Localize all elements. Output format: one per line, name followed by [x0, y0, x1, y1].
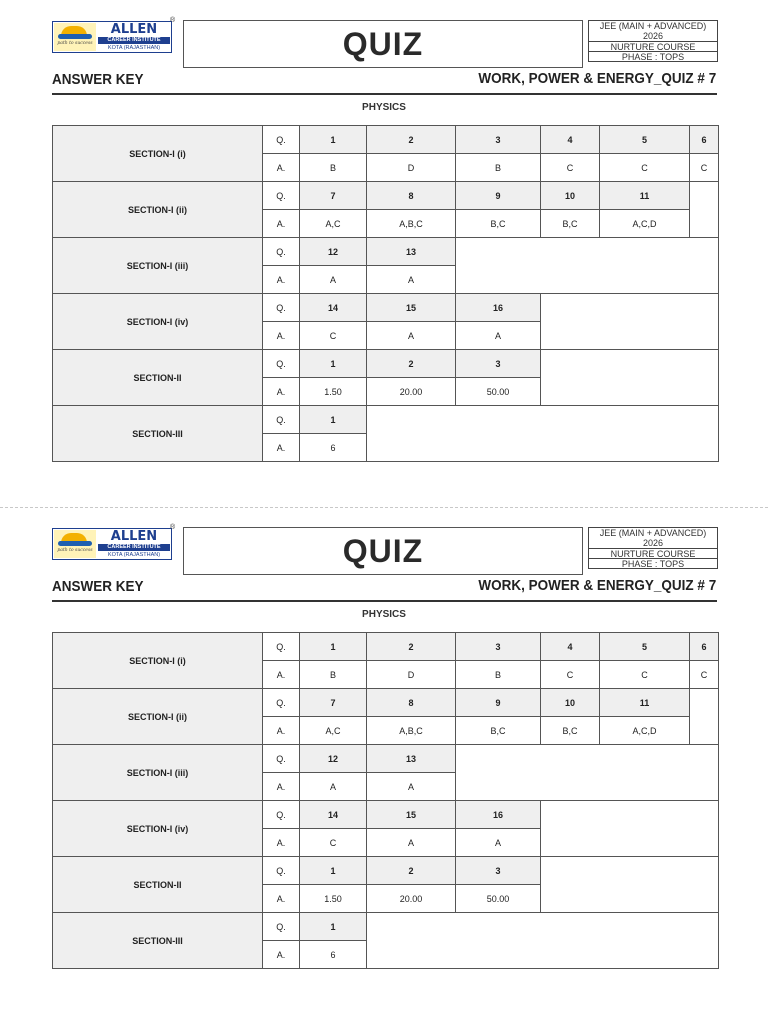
header-divider	[52, 93, 717, 95]
section-label: SECTION-II	[53, 350, 263, 406]
quiz-name-heading: WORK, POWER & ENERGY_QUIZ # 7	[478, 70, 716, 87]
section-label: SECTION-I (iii)	[53, 745, 263, 801]
answer-cell: B	[300, 661, 367, 689]
question-row-label: Q.	[263, 294, 300, 322]
question-number-cell: 1	[300, 913, 367, 941]
table-row	[53, 182, 719, 210]
answer-cell: B,C	[456, 717, 541, 745]
table-row	[53, 633, 719, 661]
answer-key-table	[52, 632, 719, 969]
table-row	[53, 801, 719, 829]
question-number-cell: 3	[456, 350, 541, 378]
question-number-cell: 12	[300, 745, 367, 773]
question-number-cell: 14	[300, 801, 367, 829]
sunrise-emblem-icon: path to success	[54, 23, 96, 51]
logo-subtitle: CAREER INSTITUTE	[98, 37, 170, 44]
question-number-cell: 3	[456, 857, 541, 885]
answer-cell: C	[690, 154, 719, 182]
title-box	[183, 527, 583, 575]
question-number-cell: 5	[600, 633, 690, 661]
subject-heading: PHYSICS	[362, 102, 406, 113]
course-info-course: NURTURE COURSE	[589, 548, 717, 558]
answer-cell: A	[456, 322, 541, 350]
answer-cell: A,C,D	[600, 210, 690, 238]
allen-logo	[52, 528, 172, 560]
table-row	[53, 689, 719, 717]
empty-cell	[541, 294, 719, 350]
question-row-label: Q.	[263, 857, 300, 885]
question-row-label: Q.	[263, 689, 300, 717]
registered-mark: ®	[170, 524, 176, 531]
question-number-cell: 1	[300, 633, 367, 661]
question-number-cell: 1	[300, 126, 367, 154]
answer-cell: 1.50	[300, 378, 367, 406]
question-number-cell: 1	[300, 857, 367, 885]
question-number-cell: 3	[456, 126, 541, 154]
section-label: SECTION-II	[53, 857, 263, 913]
answer-row-label: A.	[263, 378, 300, 406]
question-number-cell: 9	[456, 689, 541, 717]
answer-cell: B	[456, 661, 541, 689]
course-info-course: NURTURE COURSE	[589, 41, 717, 51]
answer-key-table	[52, 125, 719, 462]
question-number-cell: 2	[367, 126, 456, 154]
empty-cell	[541, 857, 719, 913]
question-number-cell: 14	[300, 294, 367, 322]
section-label: SECTION-I (iv)	[53, 294, 263, 350]
quiz-name-heading: WORK, POWER & ENERGY_QUIZ # 7	[478, 577, 716, 594]
answer-cell: 50.00	[456, 378, 541, 406]
answer-cell: A,B,C	[367, 717, 456, 745]
table-row	[53, 857, 719, 885]
answer-cell: A	[367, 829, 456, 857]
answer-key-heading: ANSWER KEY	[52, 71, 144, 88]
logo-name: ALLEN	[110, 529, 158, 544]
answer-row-label: A.	[263, 717, 300, 745]
answer-cell: 1.50	[300, 885, 367, 913]
answer-cell: A	[367, 773, 456, 801]
question-number-cell: 6	[690, 633, 719, 661]
logo-location: KOTA (RAJASTHAN)	[107, 552, 161, 558]
answer-cell: B,C	[456, 210, 541, 238]
empty-cell	[541, 350, 719, 406]
course-info-box	[588, 20, 718, 62]
answer-key-heading: ANSWER KEY	[52, 578, 144, 595]
table-row	[53, 913, 719, 941]
table-row	[53, 294, 719, 322]
answer-cell: D	[367, 154, 456, 182]
answer-row-label: A.	[263, 322, 300, 350]
question-number-cell: 8	[367, 182, 456, 210]
answer-row-label: A.	[263, 885, 300, 913]
answer-cell: C	[300, 322, 367, 350]
question-number-cell: 1	[300, 350, 367, 378]
question-row-label: Q.	[263, 126, 300, 154]
empty-cell	[690, 689, 719, 745]
course-info-box	[588, 527, 718, 569]
answer-cell: C	[541, 154, 600, 182]
course-info-exam: JEE (MAIN + ADVANCED)	[599, 21, 707, 31]
course-info-exam: JEE (MAIN + ADVANCED)	[599, 528, 707, 538]
question-row-label: Q.	[263, 406, 300, 434]
answer-cell: 6	[300, 434, 367, 462]
answer-row-label: A.	[263, 661, 300, 689]
answer-cell: B,C	[541, 717, 600, 745]
question-number-cell: 7	[300, 689, 367, 717]
question-row-label: Q.	[263, 350, 300, 378]
section-label: SECTION-I (iii)	[53, 238, 263, 294]
question-row-label: Q.	[263, 182, 300, 210]
empty-cell	[456, 238, 719, 294]
course-info-phase: PHASE : TOPS	[589, 51, 717, 61]
answer-cell: A,C	[300, 210, 367, 238]
question-number-cell: 5	[600, 126, 690, 154]
answer-row-label: A.	[263, 829, 300, 857]
page-title: QUIZ	[342, 533, 424, 569]
section-label: SECTION-I (i)	[53, 126, 263, 182]
question-number-cell: 1	[300, 406, 367, 434]
subject-heading: PHYSICS	[362, 609, 406, 620]
question-row-label: Q.	[263, 745, 300, 773]
question-number-cell: 8	[367, 689, 456, 717]
course-info-phase: PHASE : TOPS	[589, 558, 717, 568]
answer-row-label: A.	[263, 773, 300, 801]
logo-location: KOTA (RAJASTHAN)	[107, 45, 161, 51]
question-number-cell: 12	[300, 238, 367, 266]
course-info-year: 2026	[642, 31, 664, 41]
allen-logo	[52, 21, 172, 53]
table-row	[53, 238, 719, 266]
question-number-cell: 3	[456, 633, 541, 661]
sunrise-emblem-icon: path to success	[54, 530, 96, 558]
question-number-cell: 11	[600, 689, 690, 717]
question-number-cell: 16	[456, 294, 541, 322]
answer-cell: A,C,D	[600, 717, 690, 745]
logo-subtitle: CAREER INSTITUTE	[98, 544, 170, 551]
question-number-cell: 2	[367, 633, 456, 661]
question-row-label: Q.	[263, 238, 300, 266]
table-row	[53, 745, 719, 773]
answer-row-label: A.	[263, 154, 300, 182]
answer-row-label: A.	[263, 941, 300, 969]
section-label: SECTION-I (ii)	[53, 182, 263, 238]
question-number-cell: 10	[541, 182, 600, 210]
table-row	[53, 350, 719, 378]
question-number-cell: 4	[541, 126, 600, 154]
answer-cell: A	[300, 773, 367, 801]
header-divider	[52, 600, 717, 602]
section-label: SECTION-I (iv)	[53, 801, 263, 857]
section-label: SECTION-III	[53, 913, 263, 969]
answer-row-label: A.	[263, 434, 300, 462]
question-number-cell: 13	[367, 238, 456, 266]
answer-cell: B	[300, 154, 367, 182]
answer-cell: C	[300, 829, 367, 857]
course-info-year: 2026	[642, 538, 664, 548]
question-number-cell: 11	[600, 182, 690, 210]
question-number-cell: 6	[690, 126, 719, 154]
section-label: SECTION-I (i)	[53, 633, 263, 689]
empty-cell	[690, 182, 719, 238]
question-row-label: Q.	[263, 633, 300, 661]
answer-cell: C	[541, 661, 600, 689]
answer-cell: B,C	[541, 210, 600, 238]
answer-cell: A	[300, 266, 367, 294]
answer-cell: A,C	[300, 717, 367, 745]
registered-mark: ®	[170, 17, 176, 24]
answer-cell: D	[367, 661, 456, 689]
empty-cell	[367, 406, 719, 462]
answer-cell: B	[456, 154, 541, 182]
question-number-cell: 4	[541, 633, 600, 661]
empty-cell	[456, 745, 719, 801]
answer-cell: A	[456, 829, 541, 857]
answer-cell: 20.00	[367, 378, 456, 406]
answer-row-label: A.	[263, 266, 300, 294]
question-number-cell: 15	[367, 294, 456, 322]
question-number-cell: 16	[456, 801, 541, 829]
question-row-label: Q.	[263, 913, 300, 941]
table-row	[53, 406, 719, 434]
question-number-cell: 2	[367, 857, 456, 885]
empty-cell	[367, 913, 719, 969]
answer-cell: A	[367, 322, 456, 350]
answer-cell: C	[690, 661, 719, 689]
page-title: QUIZ	[342, 26, 424, 62]
answer-row-label: A.	[263, 210, 300, 238]
answer-cell: 6	[300, 941, 367, 969]
question-number-cell: 10	[541, 689, 600, 717]
question-number-cell: 13	[367, 745, 456, 773]
answer-cell: 20.00	[367, 885, 456, 913]
answer-cell: 50.00	[456, 885, 541, 913]
answer-cell: A,B,C	[367, 210, 456, 238]
answer-cell: C	[600, 154, 690, 182]
question-number-cell: 15	[367, 801, 456, 829]
question-row-label: Q.	[263, 801, 300, 829]
question-number-cell: 2	[367, 350, 456, 378]
empty-cell	[541, 801, 719, 857]
answer-cell: A	[367, 266, 456, 294]
question-number-cell: 7	[300, 182, 367, 210]
question-number-cell: 9	[456, 182, 541, 210]
section-label: SECTION-I (ii)	[53, 689, 263, 745]
logo-name: ALLEN	[110, 22, 158, 37]
title-box	[183, 20, 583, 68]
table-row	[53, 126, 719, 154]
section-label: SECTION-III	[53, 406, 263, 462]
answer-cell: C	[600, 661, 690, 689]
